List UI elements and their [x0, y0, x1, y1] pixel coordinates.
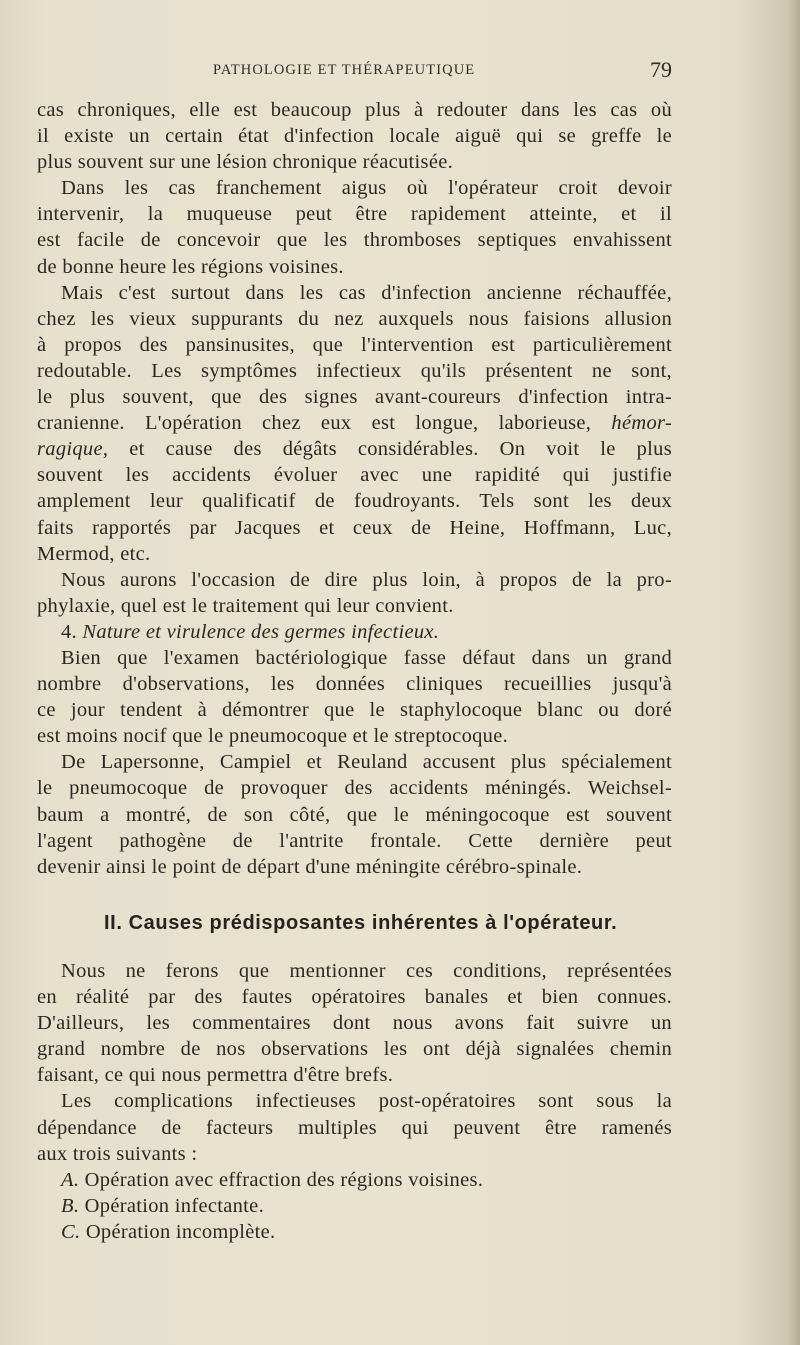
text-line: chez les vieux suppurants du nez auxquels nous faisions allusion	[37, 307, 672, 330]
section-heading: II. Causes prédisposantes inhérentes à l'opérateur.	[104, 912, 618, 934]
text-line: baum a montré, de son côté, que le méningocoque est souvent	[37, 803, 672, 826]
text-line: Nous aurons l'occasion de dire plus loin, à propos de la pro-	[61, 568, 672, 591]
text-line: l'agent pathogène de l'antrite frontale. Cette dernière peut	[37, 829, 672, 852]
text-line: ce jour tendent à démontrer que le staphylocoque blanc ou doré	[37, 699, 672, 722]
text-line: à propos des pansinusites, que l'intervention est particulièrement	[37, 333, 672, 356]
italic-term: hémor-	[611, 412, 672, 435]
list-text: Opération infectante.	[79, 1194, 265, 1217]
text-line	[37, 410, 672, 436]
text-line: plus souvent sur une lésion chronique réacutisée.	[37, 151, 454, 174]
list-letter: A.	[61, 1168, 80, 1191]
text-line: cas chroniques, elle est beaucoup plus à redouter dans les cas où	[37, 99, 672, 121]
text-line: il existe un certain état d'infection locale aiguë qui se greffe le	[37, 125, 672, 148]
list-item	[37, 1219, 672, 1245]
text-line: en réalité par des fautes opératoires banales et bien connues.	[37, 986, 672, 1009]
list-letter: B.	[61, 1194, 80, 1217]
text-line: Mais c'est surtout dans les cas d'infection ancienne réchauffée,	[61, 281, 672, 304]
subsection-title: Nature et virulence des germes infectieux.	[82, 620, 440, 643]
text-line: Mermod, etc.	[37, 542, 151, 565]
text-line: le plus souvent, que des signes avant-coureurs d'infection intra-	[37, 386, 672, 409]
text-line: devenir ainsi le point de départ d'une méningite cérébro-spinale.	[37, 855, 583, 878]
list-text: Opération incomplète.	[80, 1220, 276, 1243]
text-line: est facile de concevoir que les thromboses septiques envahissent	[37, 229, 672, 252]
list-text: Opération avec effraction des régions voisines.	[79, 1168, 484, 1191]
text-line: est moins nocif que le pneumocoque et le streptocoque.	[37, 725, 509, 748]
subsection-number: 4.	[61, 620, 83, 643]
text-line: D'ailleurs, les commentaires dont nous avons fait suivre un	[37, 1012, 672, 1035]
text-line: De Lapersonne, Campiel et Reuland accusent plus spécialement	[61, 751, 672, 774]
text-line: dépendance de facteurs multiples qui peuvent être ramenés	[37, 1116, 672, 1139]
body-text-lower	[37, 958, 672, 1245]
text-line: aux trois suivants :	[37, 1142, 198, 1165]
text-line: phylaxie, quel est le traitement qui leur convient.	[37, 594, 454, 617]
text-line: faits rapportés par Jacques et ceux de Heine, Hoffmann, Luc,	[37, 516, 672, 539]
page-number: 79	[650, 57, 672, 82]
list-item	[37, 1167, 672, 1193]
list-letter: C.	[61, 1220, 81, 1243]
italic-term: ragique	[37, 438, 103, 461]
subsection-heading	[37, 619, 672, 645]
text-line: Nous ne ferons que mentionner ces conditions, représentées	[61, 960, 672, 982]
text-line: nombre d'observations, les données cliniques recueillies jusqu'à	[37, 673, 672, 696]
list-item	[37, 1193, 672, 1219]
text-line: souvent les accidents évoluer avec une rapidité qui justifie	[37, 464, 672, 487]
text-line: Bien que l'examen bactériologique fasse défaut dans un grand	[61, 646, 672, 669]
text-line: Dans les cas franchement aigus où l'opérateur croit devoir	[61, 177, 672, 200]
text-segment: , et cause des dégâts considérables. On voit le plus	[102, 438, 672, 461]
text-line	[37, 436, 672, 462]
body-text-upper	[37, 97, 672, 880]
text-line: redoutable. Les symptômes infectieux qu'ils présentent ne sont,	[37, 359, 672, 382]
running-head: PATHOLOGIE ET THÉRAPEUTIQUE	[213, 62, 476, 78]
text-segment: cranienne. L'opération chez eux est longue, laborieuse,	[37, 412, 612, 435]
page-edge	[786, 0, 800, 1345]
text-line: intervenir, la muqueuse peut être rapidement atteinte, et il	[37, 203, 672, 226]
text-line: de bonne heure les régions voisines.	[37, 255, 344, 278]
text-line: Les complications infectieuses post-opératoires sont sous la	[61, 1090, 672, 1113]
text-line: le pneumocoque de provoquer des accidents méningés. Weichsel-	[37, 777, 672, 800]
text-line: faisant, ce qui nous permettra d'être brefs.	[37, 1064, 394, 1087]
text-line: grand nombre de nos observations les ont déjà signalées chemin	[37, 1038, 672, 1061]
text-line: amplement leur qualificatif de foudroyants. Tels sont les deux	[37, 490, 672, 513]
